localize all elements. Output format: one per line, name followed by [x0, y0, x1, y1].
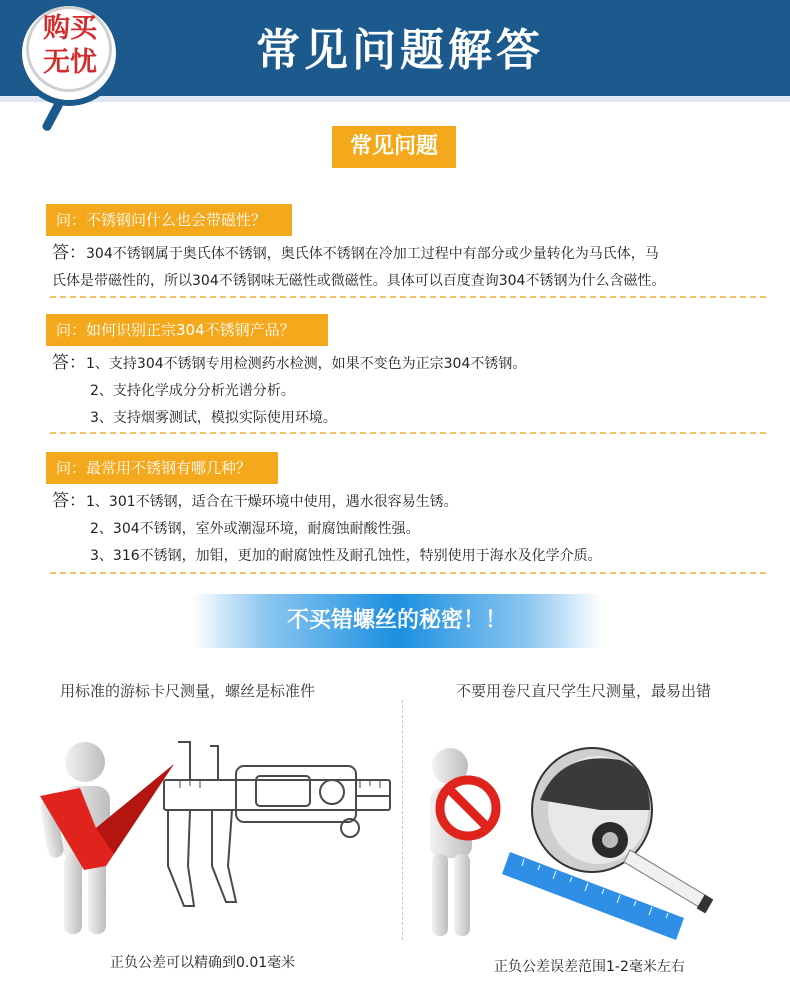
answer-prefix: 答：	[52, 243, 86, 263]
faq-question-2: 问：如何识别正宗304不锈钢产品？	[46, 314, 328, 346]
answer-line: 1、支持304不锈钢专用检测药水检测，如果不变色为正宗304不锈钢。	[86, 356, 527, 372]
faq-answer-1	[52, 240, 752, 295]
left-column-title: 用标准的游标卡尺测量，螺丝是标准件	[60, 682, 316, 700]
answer-line: 304不锈钢属于奥氏体不锈钢，奥氏体不锈钢在冷加工过程中有部分或少量转化为马氏体，马	[86, 246, 659, 262]
faq-divider	[50, 432, 766, 434]
answer-line: 3、316不锈钢，加钼，更加的耐腐蚀性及耐孔蚀性，特别使用于海水及化学介质。	[90, 548, 602, 564]
faq-question-3: 问：最常用不锈钢有哪几种？	[46, 452, 278, 484]
answer-line: 1、301不锈钢，适合在干燥环境中使用，遇水很容易生锈。	[86, 494, 458, 510]
answer-line: 2、支持化学成分分析光谱分析。	[90, 383, 295, 399]
badge-line-1: 购买	[43, 13, 97, 44]
magnifier-badge-icon	[8, 0, 138, 140]
badge-handle	[41, 100, 64, 132]
column-divider	[402, 700, 403, 940]
answer-line: 氏体是带磁性的，所以304不锈钢味无磁性或微磁性。具体可以百度查询304不锈钢为什么含磁性。	[52, 273, 666, 289]
badge-text	[30, 12, 110, 80]
prohibited-icon	[434, 768, 504, 858]
answer-prefix: 答：	[52, 491, 86, 511]
answer-prefix: 答：	[52, 353, 86, 373]
ruler-icon	[500, 850, 700, 950]
section-label: 常见问题	[332, 126, 456, 168]
right-column-title: 不要用卷尺直尺学生尺测量，最易出错	[456, 682, 712, 700]
left-caption: 正负公差可以精确到0.01毫米	[110, 955, 296, 971]
answer-line: 2、304不锈钢，室外或潮湿环境，耐腐蚀耐酸性强。	[90, 521, 420, 537]
answer-line: 3、支持烟雾测试，模拟实际使用环境。	[90, 410, 337, 426]
faq-question-1: 问：不锈钢问什么也会带磁性？	[46, 204, 292, 236]
vernier-caliper-icon	[160, 736, 396, 916]
badge-line-2: 无忧	[43, 47, 97, 78]
faq-divider	[50, 572, 766, 574]
secret-title: 不买错螺丝的秘密！！	[286, 608, 507, 633]
faq-answer-2	[52, 350, 752, 432]
page-title: 常见问题解答	[256, 25, 544, 76]
right-caption: 正负公差误差范围1-2毫米左右	[494, 959, 685, 975]
faq-divider	[50, 296, 766, 298]
faq-answer-3	[52, 488, 752, 570]
